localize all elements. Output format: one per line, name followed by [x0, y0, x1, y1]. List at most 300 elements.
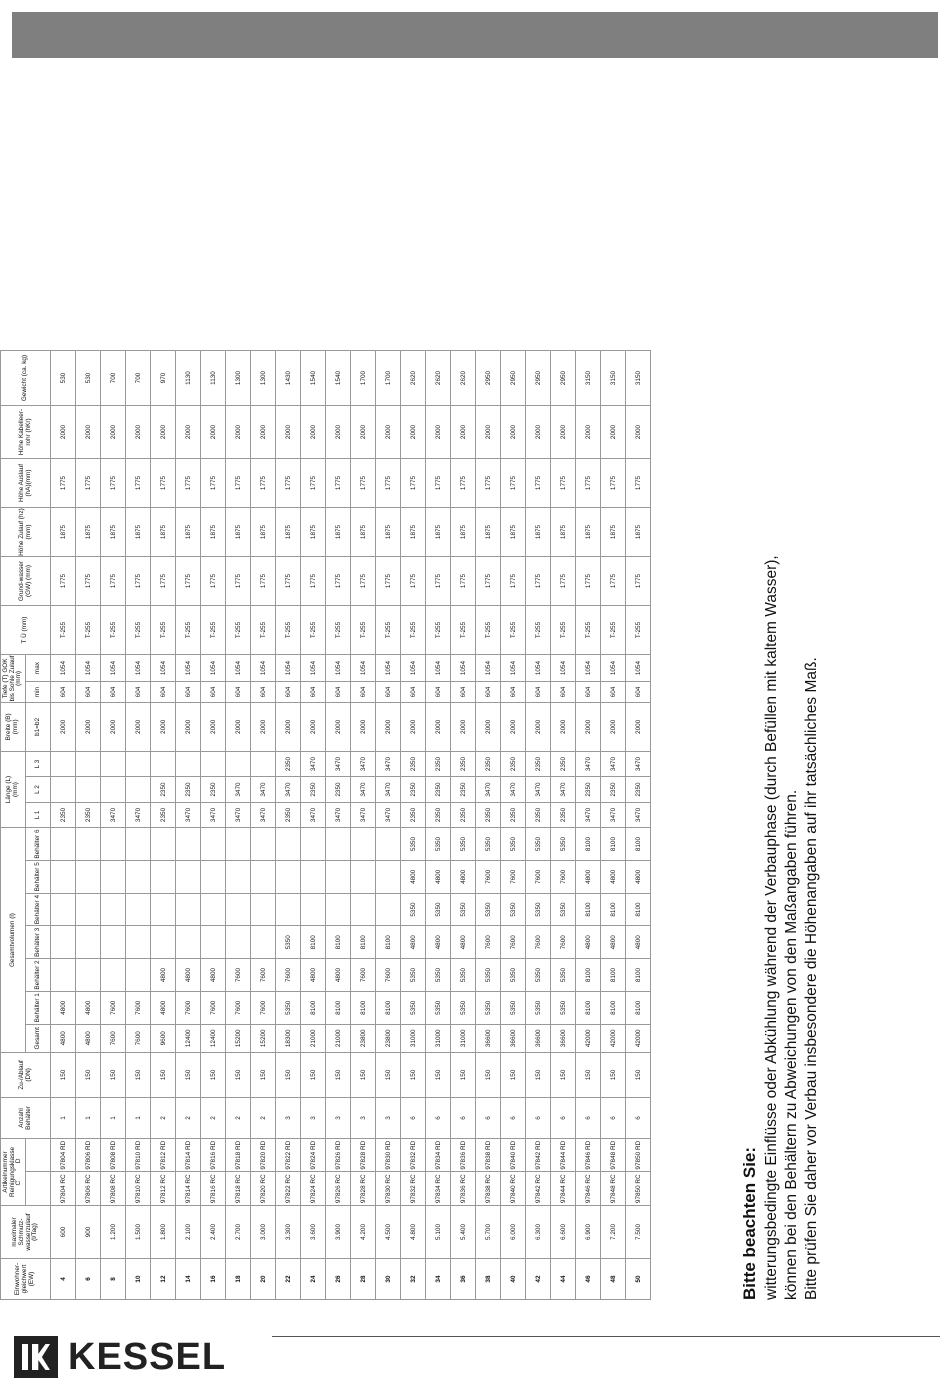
table-cell: 2350 [451, 802, 476, 827]
sub-b1b2: b1=b2 [26, 702, 51, 751]
table-cell: 4800 [576, 860, 601, 893]
table-cell: 31000 [401, 1024, 426, 1052]
table-cell: 1054 [501, 655, 526, 682]
table-cell: 97836 RC [451, 1172, 476, 1206]
table-cell: 32 [401, 1259, 426, 1300]
table-cell: 3470 [501, 777, 526, 802]
table-cell: 7600 [501, 926, 526, 959]
table-cell: T-255 [551, 606, 576, 655]
table-cell [201, 828, 226, 861]
table-cell: 2350 [401, 777, 426, 802]
col-tu: T Ü (mm) [1, 606, 51, 655]
table-cell: 2000 [551, 702, 576, 751]
kessel-logo [14, 1336, 226, 1378]
table-cell: 97812 RC [151, 1172, 176, 1206]
table-cell [376, 828, 401, 861]
table-cell: 3470 [376, 802, 401, 827]
table-cell: 150 [551, 1052, 576, 1097]
table-cell [226, 828, 251, 861]
table-cell: 36600 [476, 1024, 501, 1052]
table-cell: 4800 [426, 926, 451, 959]
table-cell [101, 926, 126, 959]
table-cell: 7600 [226, 959, 251, 992]
table-cell: 4800 [201, 959, 226, 992]
table-cell: 1775 [426, 557, 451, 606]
table-cell: 2350 [326, 777, 351, 802]
table-cell: 2350 [526, 751, 551, 776]
table-row [151, 351, 176, 1300]
table-cell: 1054 [101, 655, 126, 682]
table-cell: 8100 [576, 991, 601, 1024]
table-row [451, 351, 476, 1300]
table-row [76, 351, 101, 1300]
table-cell: 4800 [601, 926, 626, 959]
table-cell: 1540 [326, 351, 351, 406]
table-cell: 5350 [401, 828, 426, 861]
table-cell [126, 893, 151, 926]
table-cell: 8100 [576, 893, 601, 926]
table-cell: 4800 [76, 1024, 101, 1052]
table-cell [126, 777, 151, 802]
table-cell: 23800 [351, 1024, 376, 1052]
table-cell: 4800 [151, 991, 176, 1024]
table-cell: 97832 RC [401, 1172, 426, 1206]
table-cell: 3470 [376, 777, 401, 802]
note-title: Bitte beachten Sie: [740, 1146, 759, 1300]
table-cell: 7600 [351, 959, 376, 992]
table-cell: 2000 [326, 406, 351, 459]
table-cell: 42000 [601, 1024, 626, 1052]
table-cell [201, 860, 226, 893]
table-cell: 2000 [401, 406, 426, 459]
table-cell: 2350 [176, 777, 201, 802]
table-cell: 1875 [326, 508, 351, 557]
table-cell: 8100 [576, 828, 601, 861]
table-cell [376, 860, 401, 893]
sub-b2: Behälter 2 [26, 959, 51, 992]
table-row [276, 351, 301, 1300]
table-cell: T-255 [101, 606, 126, 655]
table-cell: 2000 [351, 702, 376, 751]
table-cell: T-255 [476, 606, 501, 655]
table-cell: 5350 [401, 959, 426, 992]
table-cell: 1775 [576, 459, 601, 508]
table-cell: 1875 [301, 508, 326, 557]
table-cell: 1054 [51, 655, 76, 682]
table-cell: T-255 [376, 606, 401, 655]
col-hz-label: Höhe Zulauf (hz) [17, 508, 25, 556]
table-cell: 5350 [526, 828, 551, 861]
table-cell: 46 [576, 1259, 601, 1300]
table-cell: 1130 [176, 351, 201, 406]
table-cell: 12400 [176, 1024, 201, 1052]
table-cell [351, 860, 376, 893]
table-cell: 1300 [251, 351, 276, 406]
sub-b1: Behälter 1 [26, 991, 51, 1024]
table-cell: 4800 [401, 860, 426, 893]
table-cell: 1775 [476, 459, 501, 508]
table-cell: 6 [601, 1097, 626, 1138]
table-cell: 2350 [601, 777, 626, 802]
table-cell: 1875 [526, 508, 551, 557]
table-cell: 5350 [476, 828, 501, 861]
table-cell: 7600 [551, 926, 576, 959]
table-cell: T-255 [76, 606, 101, 655]
table-cell: 7600 [201, 991, 226, 1024]
table-cell: 1540 [301, 351, 326, 406]
table-cell: 2000 [601, 406, 626, 459]
table-cell: 1 [51, 1097, 76, 1138]
table-cell: 2350 [551, 751, 576, 776]
table-cell: 97824 RC [301, 1172, 326, 1206]
table-cell: 1054 [601, 655, 626, 682]
table-cell: 1775 [426, 459, 451, 508]
table-cell: 6 [526, 1097, 551, 1138]
table-cell: 2620 [451, 351, 476, 406]
col-laenge-label: Länge (L) [5, 775, 13, 804]
table-cell: 5350 [401, 991, 426, 1024]
table-cell: 2000 [76, 406, 101, 459]
table-cell [76, 828, 101, 861]
table-cell: 1775 [526, 557, 551, 606]
table-cell [276, 828, 301, 861]
table-cell: 1775 [451, 557, 476, 606]
col-artikel [1, 1138, 26, 1205]
table-cell: 3150 [576, 351, 601, 406]
table-cell: 2000 [426, 406, 451, 459]
table-cell: 604 [51, 682, 76, 703]
table-cell: 3470 [526, 777, 551, 802]
table-row [626, 351, 651, 1300]
table-cell: 2000 [51, 406, 76, 459]
table-cell: 700 [101, 351, 126, 406]
table-cell: 1 [76, 1097, 101, 1138]
table-cell: 3470 [576, 751, 601, 776]
table-cell [101, 828, 126, 861]
table-cell: 1054 [576, 655, 601, 682]
table-cell: 2350 [451, 751, 476, 776]
table-cell: T-255 [326, 606, 351, 655]
table-cell: 8100 [626, 959, 651, 992]
col-ew: Einwohner-gleichwert (EW) [1, 1259, 51, 1300]
col-gw [1, 557, 51, 606]
table-cell: 23800 [376, 1024, 401, 1052]
table-cell [51, 860, 76, 893]
table-cell: 2000 [101, 406, 126, 459]
table-cell: 4800 [426, 860, 451, 893]
table-cell [101, 893, 126, 926]
table-cell: 1775 [226, 459, 251, 508]
table-cell: 4800 [151, 959, 176, 992]
table-cell: 36 [451, 1259, 476, 1300]
table-cell: 604 [176, 682, 201, 703]
table-cell: 5350 [401, 893, 426, 926]
table-row [501, 351, 526, 1300]
table-cell: 2000 [376, 406, 401, 459]
table-cell: 6.600 [551, 1206, 576, 1259]
table-cell: 6 [576, 1097, 601, 1138]
sub-max: max [26, 655, 51, 682]
table-cell: 604 [151, 682, 176, 703]
table-cell: 7600 [251, 959, 276, 992]
table-cell: T-255 [451, 606, 476, 655]
table-cell: 97804 RD [51, 1138, 76, 1172]
table-cell: 7600 [526, 860, 551, 893]
table-cell: 1130 [201, 351, 226, 406]
table-cell: 150 [501, 1052, 526, 1097]
table-cell: 6.300 [526, 1206, 551, 1259]
table-row [551, 351, 576, 1300]
table-cell: 1775 [251, 459, 276, 508]
table-cell: 3470 [601, 751, 626, 776]
table-cell: 15200 [226, 1024, 251, 1052]
table-cell: 50 [626, 1259, 651, 1300]
table-row [476, 351, 501, 1300]
table-cell: 3470 [351, 802, 376, 827]
table-cell: 8100 [301, 926, 326, 959]
table-cell: 1054 [426, 655, 451, 682]
table-cell [276, 860, 301, 893]
table-cell: 6.900 [576, 1206, 601, 1259]
table-cell [76, 860, 101, 893]
table-body [51, 351, 651, 1300]
table-cell: 97838 RC [476, 1172, 501, 1206]
table-cell: 8100 [301, 991, 326, 1024]
table-cell: 1875 [201, 508, 226, 557]
table-cell: 3 [326, 1097, 351, 1138]
table-cell: 3470 [351, 777, 376, 802]
table-cell: 1775 [276, 557, 301, 606]
table-cell: 42000 [626, 1024, 651, 1052]
table-cell: 150 [626, 1052, 651, 1097]
table-cell: 2000 [476, 406, 501, 459]
table-cell [251, 860, 276, 893]
table-cell: 2 [226, 1097, 251, 1138]
table-cell: 1 [101, 1097, 126, 1138]
sub-b4: Behälter 4 [26, 893, 51, 926]
table-cell: 5350 [501, 828, 526, 861]
table-cell: 5350 [501, 893, 526, 926]
sub-b6: Behälter 6 [26, 828, 51, 861]
table-cell: 3470 [376, 751, 401, 776]
table-cell: 2000 [151, 406, 176, 459]
table-cell: 1875 [551, 508, 576, 557]
table-cell: 5350 [451, 959, 476, 992]
table-cell: 5.100 [426, 1206, 451, 1259]
table-cell: 2000 [101, 702, 126, 751]
table-cell [276, 893, 301, 926]
table-cell: T-255 [601, 606, 626, 655]
table-cell: 2000 [251, 702, 276, 751]
table-cell: 7600 [551, 860, 576, 893]
table-cell: 1775 [601, 459, 626, 508]
table-cell: 6 [501, 1097, 526, 1138]
table-cell: 36600 [551, 1024, 576, 1052]
table-cell: 2000 [201, 702, 226, 751]
table-cell: 600 [51, 1206, 76, 1259]
table-cell: 3470 [301, 751, 326, 776]
table-cell: 150 [526, 1052, 551, 1097]
table-cell: 1875 [226, 508, 251, 557]
sub-l3: L 3 [26, 751, 51, 776]
table-cell: 4800 [76, 991, 101, 1024]
table-cell [151, 828, 176, 861]
table-cell: T-255 [176, 606, 201, 655]
table-row [51, 351, 76, 1300]
table-cell: 1775 [476, 557, 501, 606]
table-cell: 1775 [51, 557, 76, 606]
table-cell: 26 [326, 1259, 351, 1300]
table-cell: 3470 [176, 802, 201, 827]
table-cell [351, 893, 376, 926]
table-cell: 1775 [551, 459, 576, 508]
col-tiefe [1, 655, 26, 703]
table-row [601, 351, 626, 1300]
table-cell: 1875 [601, 508, 626, 557]
table-cell: 2000 [251, 406, 276, 459]
table-cell: 1875 [376, 508, 401, 557]
table-row [226, 351, 251, 1300]
table-cell: 12 [151, 1259, 176, 1300]
table-cell: 1875 [426, 508, 451, 557]
table-cell: 3470 [226, 802, 251, 827]
table-cell: T-255 [226, 606, 251, 655]
table-cell [201, 751, 226, 776]
table-cell: 1775 [501, 557, 526, 606]
table-cell [151, 926, 176, 959]
table-cell: 2000 [226, 406, 251, 459]
table-cell: 8100 [626, 893, 651, 926]
table-cell [126, 926, 151, 959]
table-cell: 1775 [51, 459, 76, 508]
table-cell: 7600 [226, 991, 251, 1024]
table-cell [376, 893, 401, 926]
col-ha: Höhe Auslauf (hA)(mm) [1, 459, 51, 508]
table-cell: 3470 [251, 777, 276, 802]
table-cell: 150 [376, 1052, 401, 1097]
table-cell: 7600 [526, 926, 551, 959]
table-cell: 4800 [451, 860, 476, 893]
table-cell: 604 [476, 682, 501, 703]
table-cell: 1775 [151, 459, 176, 508]
table-cell: 1775 [401, 459, 426, 508]
table-cell: 1775 [76, 557, 101, 606]
table-cell: 5350 [526, 991, 551, 1024]
table-cell: 2350 [501, 751, 526, 776]
table-cell: 4.800 [401, 1206, 426, 1259]
table-cell: 2 [251, 1097, 276, 1138]
table-cell: 97848 RC [601, 1172, 626, 1206]
table-cell: T-255 [351, 606, 376, 655]
table-cell: 8100 [626, 828, 651, 861]
table-cell: 7600 [476, 926, 501, 959]
col-hk: Höhe Kabelleer-rohr (hKr) [1, 406, 51, 459]
table-row [126, 351, 151, 1300]
table-row [301, 351, 326, 1300]
table-cell: 2350 [476, 751, 501, 776]
table-cell [326, 828, 351, 861]
table-cell: 150 [301, 1052, 326, 1097]
table-cell: 2000 [426, 702, 451, 751]
table-cell [101, 777, 126, 802]
table-cell: 44 [551, 1259, 576, 1300]
table-cell: 1775 [451, 459, 476, 508]
table-cell: 97826 RC [326, 1172, 351, 1206]
table-cell: 97846 RD [576, 1138, 601, 1172]
table-cell: 3470 [201, 802, 226, 827]
note-line: witterungsbedingte Einflüsse oder Abkühlung während der Verbauphase (durch Befüllen mit kaltem Wasser), [763, 555, 780, 1300]
table-cell [251, 828, 276, 861]
table-cell: 1775 [176, 459, 201, 508]
table-cell: 1775 [326, 459, 351, 508]
table-cell: 1775 [526, 459, 551, 508]
table-cell: 18300 [276, 1024, 301, 1052]
table-cell [201, 893, 226, 926]
table-cell: 3470 [301, 802, 326, 827]
table-cell: 7600 [251, 991, 276, 1024]
table-cell: 1775 [126, 459, 151, 508]
table-cell: 2.400 [201, 1206, 226, 1259]
table-cell [176, 893, 201, 926]
table-cell: 2000 [351, 406, 376, 459]
table-cell: 604 [251, 682, 276, 703]
table-cell: 5350 [476, 893, 501, 926]
table-cell: 2350 [576, 777, 601, 802]
table-cell: 150 [351, 1052, 376, 1097]
table-cell [176, 751, 201, 776]
table-cell: 8100 [326, 926, 351, 959]
sub-b3: Behälter 3 [26, 926, 51, 959]
table-cell: 97842 RD [526, 1138, 551, 1172]
table-cell: 3 [276, 1097, 301, 1138]
table-cell: 7.200 [601, 1206, 626, 1259]
table-cell: 97814 RD [176, 1138, 201, 1172]
table-cell: 97816 RC [201, 1172, 226, 1206]
table-cell [226, 926, 251, 959]
table-cell: 97830 RC [376, 1172, 401, 1206]
table-cell: 2000 [626, 702, 651, 751]
table-cell: 7600 [276, 959, 301, 992]
table-cell: T-255 [201, 606, 226, 655]
table-cell: 5.400 [451, 1206, 476, 1259]
data-table-rotated [0, 350, 651, 1300]
table-cell: 3470 [126, 802, 151, 827]
table-cell: 1775 [376, 557, 401, 606]
table-cell: 2350 [276, 751, 301, 776]
table-cell: 7600 [101, 1024, 126, 1052]
table-cell: 604 [576, 682, 601, 703]
table-cell: 1775 [551, 557, 576, 606]
table-cell: 5350 [451, 991, 476, 1024]
table-cell: 1775 [151, 557, 176, 606]
table-cell: 1054 [276, 655, 301, 682]
table-cell [351, 828, 376, 861]
table-cell: 604 [351, 682, 376, 703]
col-max-zulauf: maximaler Schmutz-wasserzulauf (l/Tag) [1, 1206, 51, 1259]
table-cell: T-255 [426, 606, 451, 655]
table-cell: 1054 [526, 655, 551, 682]
table-cell: 1875 [151, 508, 176, 557]
table-cell: 4.500 [376, 1206, 401, 1259]
table-cell: 2350 [426, 777, 451, 802]
table-cell [151, 751, 176, 776]
table-cell: 21000 [326, 1024, 351, 1052]
sub-min: min [26, 682, 51, 703]
table-cell: 1875 [476, 508, 501, 557]
table-cell: 1430 [276, 351, 301, 406]
table-cell: 604 [601, 682, 626, 703]
table-cell: 6 [626, 1097, 651, 1138]
